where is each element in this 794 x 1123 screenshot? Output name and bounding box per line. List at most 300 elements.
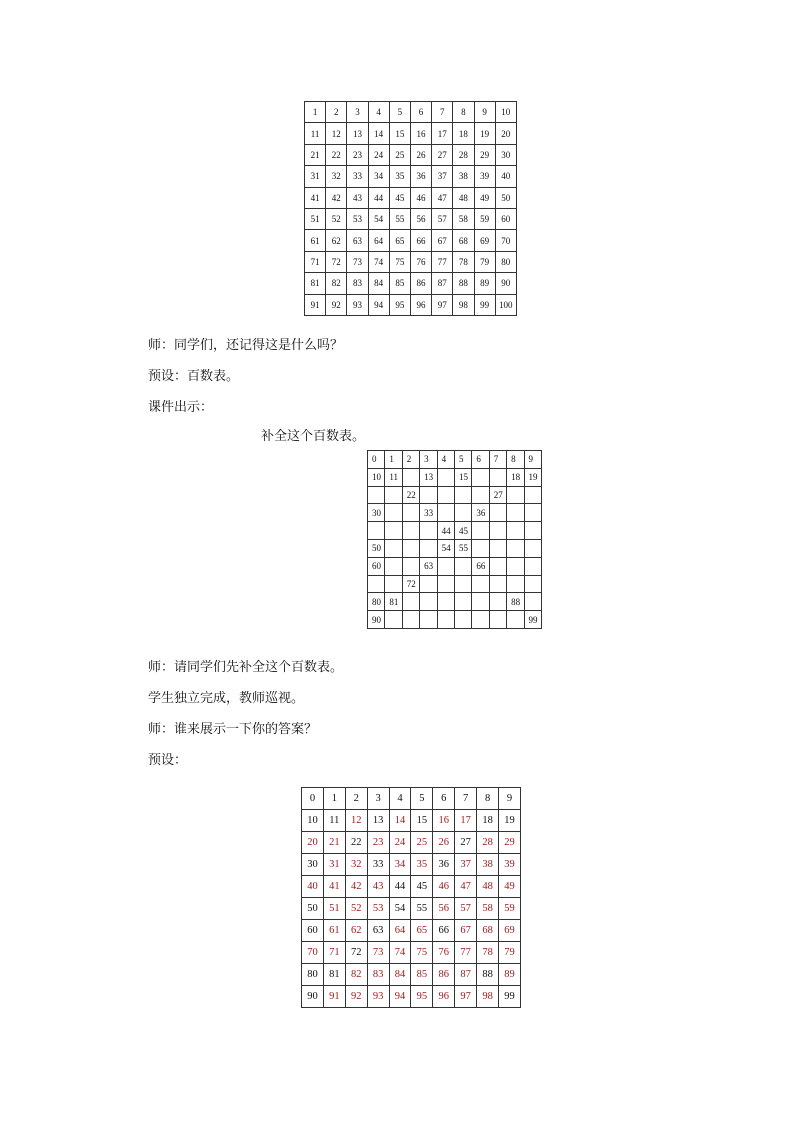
table-cell: 50 [368,539,385,557]
table-cell [472,611,489,629]
table-cell: 94 [389,986,411,1008]
table-cell: 32 [326,166,347,187]
table-cell: 41 [305,187,326,208]
table-cell [524,539,541,557]
table-cell: 5 [389,102,410,123]
table-cell [402,522,419,540]
table-cell: 66 [410,230,431,251]
table-cell: 76 [433,942,455,964]
table-row [368,539,542,557]
table-cell: 54 [389,898,411,920]
table-cell [472,486,489,504]
table-cell: 43 [367,876,389,898]
completed-hundred-chart [301,787,521,1008]
table-cell: 77 [432,251,453,272]
table-cell: 8 [507,451,524,469]
table-cell: 26 [410,144,431,165]
table-cell: 70 [495,230,516,251]
table-cell: 62 [345,920,367,942]
table-cell: 92 [326,294,347,315]
table-cell: 95 [389,294,410,315]
table-cell [524,575,541,593]
table-cell: 67 [455,920,477,942]
table-cell: 34 [389,854,411,876]
table-cell: 49 [474,187,495,208]
table-cell: 0 [368,451,385,469]
table-cell: 69 [499,920,521,942]
table-cell [507,504,524,522]
table-cell [489,611,506,629]
table-row [302,986,521,1008]
table-cell: 86 [410,273,431,294]
table-cell: 45 [411,876,433,898]
table-cell: 30 [495,144,516,165]
table-cell: 5 [411,788,433,810]
table-cell: 31 [305,166,326,187]
table-cell: 1 [323,788,345,810]
table-cell: 63 [347,230,368,251]
table-cell: 86 [433,964,455,986]
table-cell: 54 [368,208,389,229]
table-cell [524,593,541,611]
table-cell: 2 [402,451,419,469]
table-cell: 84 [368,273,389,294]
table-cell [507,486,524,504]
table-cell: 65 [411,920,433,942]
table-cell: 8 [453,102,474,123]
table-cell [402,593,419,611]
table-row [305,166,517,187]
table-cell: 13 [420,468,437,486]
table-cell: 35 [389,166,410,187]
table-cell: 95 [411,986,433,1008]
table-cell: 13 [347,123,368,144]
table-cell: 81 [323,964,345,986]
table-cell: 83 [367,964,389,986]
table-cell [402,539,419,557]
table-cell: 18 [453,123,474,144]
table-cell [454,486,471,504]
table-cell: 93 [367,986,389,1008]
table-cell: 68 [477,920,499,942]
preset-label-line: 预设： [148,753,188,768]
table-cell: 73 [347,251,368,272]
table-cell: 85 [411,964,433,986]
table-cell: 55 [454,539,471,557]
table-cell: 50 [302,898,324,920]
table-cell [489,504,506,522]
table-cell: 26 [433,832,455,854]
table-cell [524,504,541,522]
table-cell [385,486,402,504]
table-cell: 36 [410,166,431,187]
table-cell [437,575,454,593]
table-cell [420,593,437,611]
table-cell: 82 [326,273,347,294]
table-row [368,611,542,629]
table-cell: 81 [385,593,402,611]
table-cell: 42 [326,187,347,208]
table-cell: 3 [367,788,389,810]
table-cell: 28 [477,832,499,854]
table-cell: 90 [368,611,385,629]
table-cell [437,611,454,629]
preset-answer-line: 预设：百数表。 [148,369,240,384]
table-cell: 49 [499,876,521,898]
table-cell: 47 [455,876,477,898]
table-cell: 87 [432,273,453,294]
table-cell: 79 [474,251,495,272]
table-cell: 66 [433,920,455,942]
table-cell: 69 [474,230,495,251]
table-cell: 3 [347,102,368,123]
table-row [305,102,517,123]
table-cell: 9 [499,788,521,810]
exercise-caption: 补全这个百数表。 [261,429,366,444]
table-cell [472,593,489,611]
table-cell [402,611,419,629]
table-cell: 50 [495,187,516,208]
table-cell: 9 [524,451,541,469]
table-cell: 60 [495,208,516,229]
table-cell [472,468,489,486]
table-cell: 65 [389,230,410,251]
table-cell: 11 [323,810,345,832]
table-cell: 1 [385,451,402,469]
teacher-ask-line: 师：谁来展示一下你的答案？ [148,722,318,737]
table-cell [437,504,454,522]
table-cell: 67 [432,230,453,251]
table-cell [524,557,541,575]
table-cell: 4 [368,102,389,123]
table-cell: 88 [507,593,524,611]
table-cell [437,468,454,486]
table-cell: 15 [454,468,471,486]
table-cell: 83 [347,273,368,294]
table-cell: 39 [499,854,521,876]
table-cell: 72 [326,251,347,272]
table-row [368,486,542,504]
table-cell [368,522,385,540]
table-cell: 75 [389,251,410,272]
table-row [368,557,542,575]
table-cell: 31 [323,854,345,876]
table-cell: 20 [302,832,324,854]
table-row [305,187,517,208]
table-cell [524,522,541,540]
table-cell [368,486,385,504]
student-activity-line: 学生独立完成，教师巡视。 [148,691,305,706]
table-cell: 98 [453,294,474,315]
table-cell [420,611,437,629]
table-cell: 30 [368,504,385,522]
table-cell: 53 [367,898,389,920]
table-cell: 2 [326,102,347,123]
table-cell: 7 [455,788,477,810]
table-cell [368,575,385,593]
table-cell: 46 [433,876,455,898]
table-row [305,208,517,229]
table-cell: 33 [347,166,368,187]
table-cell [437,486,454,504]
table-cell: 92 [345,986,367,1008]
table-cell [454,593,471,611]
table-cell: 99 [499,986,521,1008]
table-cell: 55 [411,898,433,920]
table-cell: 60 [302,920,324,942]
table-cell [385,522,402,540]
table-cell: 27 [455,832,477,854]
table-cell: 53 [347,208,368,229]
courseware-show-line: 课件出示： [148,400,214,415]
table-cell: 54 [437,539,454,557]
table-cell: 58 [477,898,499,920]
table-cell: 17 [455,810,477,832]
table-cell: 38 [453,166,474,187]
table-cell: 10 [495,102,516,123]
table-cell: 21 [305,144,326,165]
table-row [368,451,542,469]
table-cell [437,557,454,575]
table-cell: 44 [437,522,454,540]
table-cell: 12 [345,810,367,832]
table-cell: 0 [302,788,324,810]
table-cell [489,593,506,611]
table-cell: 48 [477,876,499,898]
table-cell [507,575,524,593]
table-cell: 12 [326,123,347,144]
table-cell: 19 [474,123,495,144]
table-cell: 89 [474,273,495,294]
table-cell [385,539,402,557]
table-cell: 6 [410,102,431,123]
table-cell [489,522,506,540]
table-cell [454,504,471,522]
table-cell: 90 [495,273,516,294]
table-cell: 29 [499,832,521,854]
table-cell [507,557,524,575]
table-cell: 51 [323,898,345,920]
table-cell: 10 [302,810,324,832]
table-cell: 58 [453,208,474,229]
table-cell: 82 [345,964,367,986]
table-row [302,942,521,964]
table-cell: 33 [420,504,437,522]
table-row [368,522,542,540]
table-cell: 72 [402,575,419,593]
table-cell [489,557,506,575]
table-cell [472,575,489,593]
table-cell: 15 [411,810,433,832]
table-cell: 2 [345,788,367,810]
table-cell: 39 [474,166,495,187]
table-cell [385,557,402,575]
table-cell: 98 [477,986,499,1008]
table-cell: 89 [499,964,521,986]
table-cell: 4 [437,451,454,469]
table-cell [385,504,402,522]
table-cell: 38 [477,854,499,876]
table-cell: 6 [472,451,489,469]
table-cell: 90 [302,986,324,1008]
table-cell: 22 [326,144,347,165]
table-cell [472,539,489,557]
table-cell: 91 [305,294,326,315]
table-cell: 30 [302,854,324,876]
table-cell: 36 [433,854,455,876]
table-cell [385,611,402,629]
table-cell: 52 [345,898,367,920]
table-cell [454,611,471,629]
table-cell: 59 [474,208,495,229]
table-cell: 75 [411,942,433,964]
table-row [305,230,517,251]
table-cell: 81 [305,273,326,294]
table-cell: 72 [345,942,367,964]
table-cell: 71 [323,942,345,964]
table-cell: 63 [367,920,389,942]
table-cell [420,486,437,504]
table-cell: 61 [305,230,326,251]
table-cell: 36 [472,504,489,522]
table-cell: 57 [455,898,477,920]
table-row [305,251,517,272]
table-cell: 20 [495,123,516,144]
teacher-instruction-line: 师：请同学们先补全这个百数表。 [148,660,344,675]
table-cell: 73 [367,942,389,964]
table-cell: 35 [411,854,433,876]
teacher-question-line: 师：同学们，还记得这是什么吗？ [148,338,344,353]
table-cell: 3 [420,451,437,469]
table-row [368,468,542,486]
table-row [302,876,521,898]
table-cell: 40 [495,166,516,187]
table-cell: 41 [323,876,345,898]
table-cell: 37 [432,166,453,187]
table-cell [507,539,524,557]
table-cell: 85 [389,273,410,294]
table-cell [489,575,506,593]
table-cell: 24 [368,144,389,165]
table-cell: 51 [305,208,326,229]
table-cell: 9 [474,102,495,123]
table-cell [507,522,524,540]
table-cell: 94 [368,294,389,315]
table-cell: 29 [474,144,495,165]
table-cell: 63 [420,557,437,575]
table-cell: 55 [389,208,410,229]
table-cell: 27 [432,144,453,165]
table-cell: 78 [477,942,499,964]
table-cell: 100 [495,294,516,315]
table-cell: 14 [389,810,411,832]
table-cell: 62 [326,230,347,251]
table-row [305,294,517,315]
table-cell: 71 [305,251,326,272]
hundred-chart-1-to-100 [304,101,517,316]
table-cell: 5 [454,451,471,469]
table-cell: 96 [410,294,431,315]
table-cell: 34 [368,166,389,187]
table-cell [402,557,419,575]
table-cell: 48 [453,187,474,208]
table-cell [402,468,419,486]
table-cell: 97 [455,986,477,1008]
table-cell: 40 [302,876,324,898]
table-cell: 80 [368,593,385,611]
table-cell: 7 [489,451,506,469]
table-cell: 33 [367,854,389,876]
table-cell: 23 [367,832,389,854]
table-cell: 4 [389,788,411,810]
table-cell: 28 [453,144,474,165]
table-cell [472,522,489,540]
table-row [368,575,542,593]
table-cell: 88 [453,273,474,294]
table-cell: 19 [499,810,521,832]
table-cell: 78 [453,251,474,272]
table-cell: 56 [433,898,455,920]
table-row [302,854,521,876]
table-cell [489,539,506,557]
table-cell [507,611,524,629]
table-cell: 45 [389,187,410,208]
table-cell: 44 [368,187,389,208]
table-cell [454,575,471,593]
table-cell: 8 [477,788,499,810]
table-cell: 97 [432,294,453,315]
table-cell: 16 [410,123,431,144]
table-row [302,832,521,854]
table-cell: 68 [453,230,474,251]
table-cell: 70 [302,942,324,964]
table-cell: 11 [385,468,402,486]
table-cell [489,468,506,486]
table-cell: 43 [347,187,368,208]
table-cell: 96 [433,986,455,1008]
table-cell: 64 [368,230,389,251]
table-cell: 99 [474,294,495,315]
table-cell: 15 [389,123,410,144]
table-cell: 21 [323,832,345,854]
table-row [302,810,521,832]
table-cell: 10 [368,468,385,486]
table-row [305,123,517,144]
table-cell: 88 [477,964,499,986]
table-cell: 60 [368,557,385,575]
table-cell [454,557,471,575]
table-cell: 61 [323,920,345,942]
table-cell: 16 [433,810,455,832]
table-cell: 24 [389,832,411,854]
table-cell: 22 [345,832,367,854]
table-cell: 91 [323,986,345,1008]
table-cell: 14 [368,123,389,144]
table-cell: 66 [472,557,489,575]
table-cell: 76 [410,251,431,272]
table-cell: 1 [305,102,326,123]
table-cell: 23 [347,144,368,165]
table-cell: 45 [454,522,471,540]
table-cell: 87 [455,964,477,986]
table-cell: 25 [411,832,433,854]
table-cell: 74 [368,251,389,272]
table-cell: 17 [432,123,453,144]
table-row [302,898,521,920]
table-cell: 99 [524,611,541,629]
table-row [302,964,521,986]
table-cell: 57 [432,208,453,229]
